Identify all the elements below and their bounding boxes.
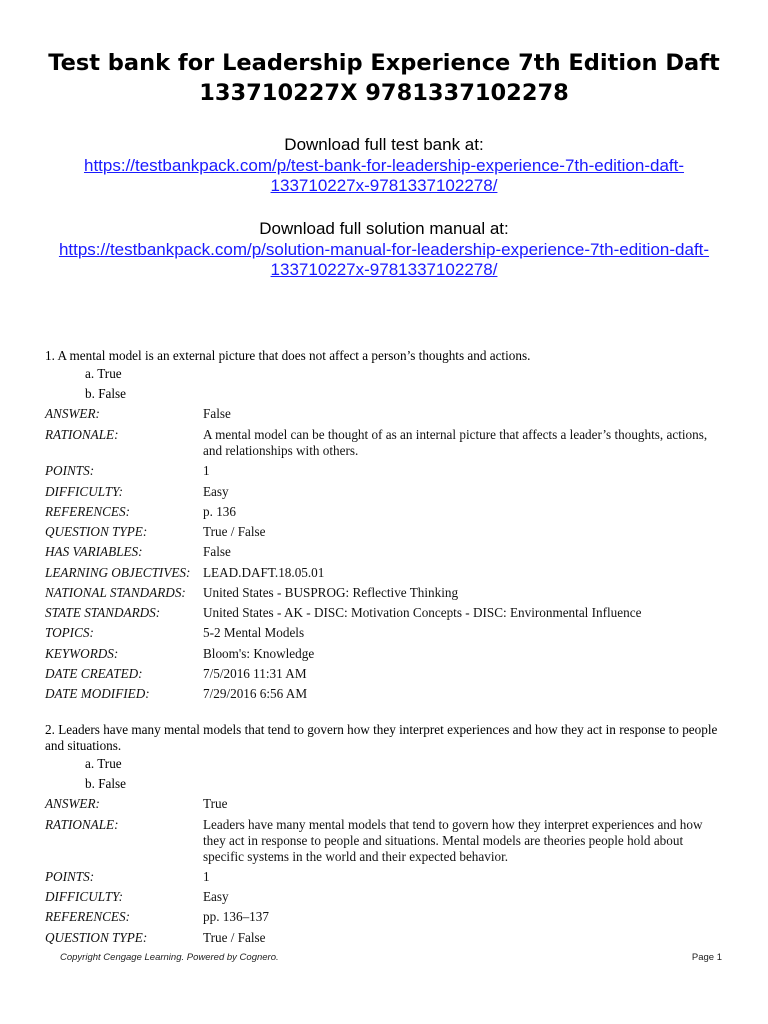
meta-value: True / False (203, 524, 266, 539)
meta-label: RATIONALE: (45, 427, 119, 442)
meta-value: p. 136 (203, 504, 236, 519)
test-bank-link[interactable] (20, 156, 748, 196)
meta-label: STATE STANDARDS: (45, 605, 161, 620)
meta-value: 5-2 Mental Models (203, 625, 305, 640)
question-2-stem-block (45, 722, 725, 754)
meta-value: Easy (203, 889, 229, 904)
option-label: a. True (85, 366, 122, 381)
option-label: a. True (85, 756, 122, 771)
meta-label: DATE CREATED: (45, 666, 143, 681)
meta-label: REFERENCES: (45, 909, 130, 924)
meta-value: 1 (203, 869, 210, 884)
option-label: b. False (85, 386, 127, 401)
download-test-bank-lead: Download full test bank at: (284, 135, 484, 154)
meta-value: False (203, 544, 231, 559)
question-stem: 2. Leaders have many mental models that tend to govern how they interpret experiences and how they act in response to people and situations. (45, 722, 718, 753)
meta-label: DIFFICULTY: (45, 484, 124, 499)
test-bank-link-line-2[interactable]: 133710227x-9781337102278/ (270, 176, 498, 195)
solution-manual-link-line-1[interactable]: https://testbankpack.com/p/solution-manual-for-leadership-experience-7th-edition-daft- (58, 240, 710, 259)
question-1-stem-block (45, 348, 725, 364)
meta-label: POINTS: (45, 463, 95, 478)
solution-manual-link[interactable] (20, 240, 748, 280)
meta-value: Easy (203, 484, 229, 499)
download-solution-manual-lead: Download full solution manual at: (259, 219, 509, 238)
download-test-bank-block (20, 135, 748, 196)
meta-value: 7/29/2016 6:56 AM (203, 686, 308, 701)
meta-value: True / False (203, 930, 266, 945)
meta-label: DATE MODIFIED: (45, 686, 150, 701)
page-number: Page 1 (691, 952, 722, 963)
title-line-2: 133710227X 9781337102278 (199, 80, 569, 106)
meta-value: United States - BUSPROG: Reflective Thinking (203, 585, 459, 600)
meta-value: LEAD.DAFT.18.05.01 (203, 565, 325, 580)
meta-label: LEARNING OBJECTIVES: (45, 565, 191, 580)
meta-value: 7/5/2016 11:31 AM (203, 666, 307, 681)
meta-label: RATIONALE: (45, 817, 119, 832)
meta-label: REFERENCES: (45, 504, 130, 519)
meta-label: ANSWER: (45, 796, 100, 811)
meta-value: Bloom's: Knowledge (203, 646, 315, 661)
meta-label: QUESTION TYPE: (45, 524, 148, 539)
meta-value: True (203, 796, 228, 811)
meta-label: TOPICS: (45, 625, 94, 640)
meta-label: POINTS: (45, 869, 95, 884)
meta-label: QUESTION TYPE: (45, 930, 148, 945)
test-bank-link-line-1[interactable]: https://testbankpack.com/p/test-bank-for-leadership-experience-7th-edition-daft- (83, 156, 685, 175)
meta-value: United States - AK - DISC: Motivation Concepts - DISC: Environmental Influence (203, 605, 642, 620)
meta-label: DIFFICULTY: (45, 889, 124, 904)
meta-value: Leaders have many mental models that tend to govern how they interpret experiences and how they act in response to people and situations. Mental models are theories people hold about specific systems in the world and their expected behavior. (203, 817, 703, 864)
copyright-text: Copyright Cengage Learning. Powered by Cognero. (60, 952, 279, 963)
meta-value: A mental model can be thought of as an internal picture that affects a leader’s thoughts, actions, and relationships with others. (203, 427, 708, 458)
meta-label: KEYWORDS: (45, 646, 119, 661)
title-line-1: Test bank for Leadership Experience 7th Edition Daft (48, 50, 720, 76)
option-label: b. False (85, 776, 127, 791)
meta-value: 1 (203, 463, 210, 478)
download-solution-manual-block (20, 219, 748, 280)
document-title (20, 48, 748, 108)
solution-manual-link-line-2[interactable]: 133710227x-9781337102278/ (270, 260, 498, 279)
meta-label: NATIONAL STANDARDS: (45, 585, 186, 600)
meta-label: ANSWER: (45, 406, 100, 421)
meta-value: False (203, 406, 231, 421)
question-stem: 1. A mental model is an external picture that does not affect a person’s thoughts and actions. (45, 348, 531, 363)
meta-label: HAS VARIABLES: (45, 544, 143, 559)
meta-value: pp. 136–137 (203, 909, 269, 924)
